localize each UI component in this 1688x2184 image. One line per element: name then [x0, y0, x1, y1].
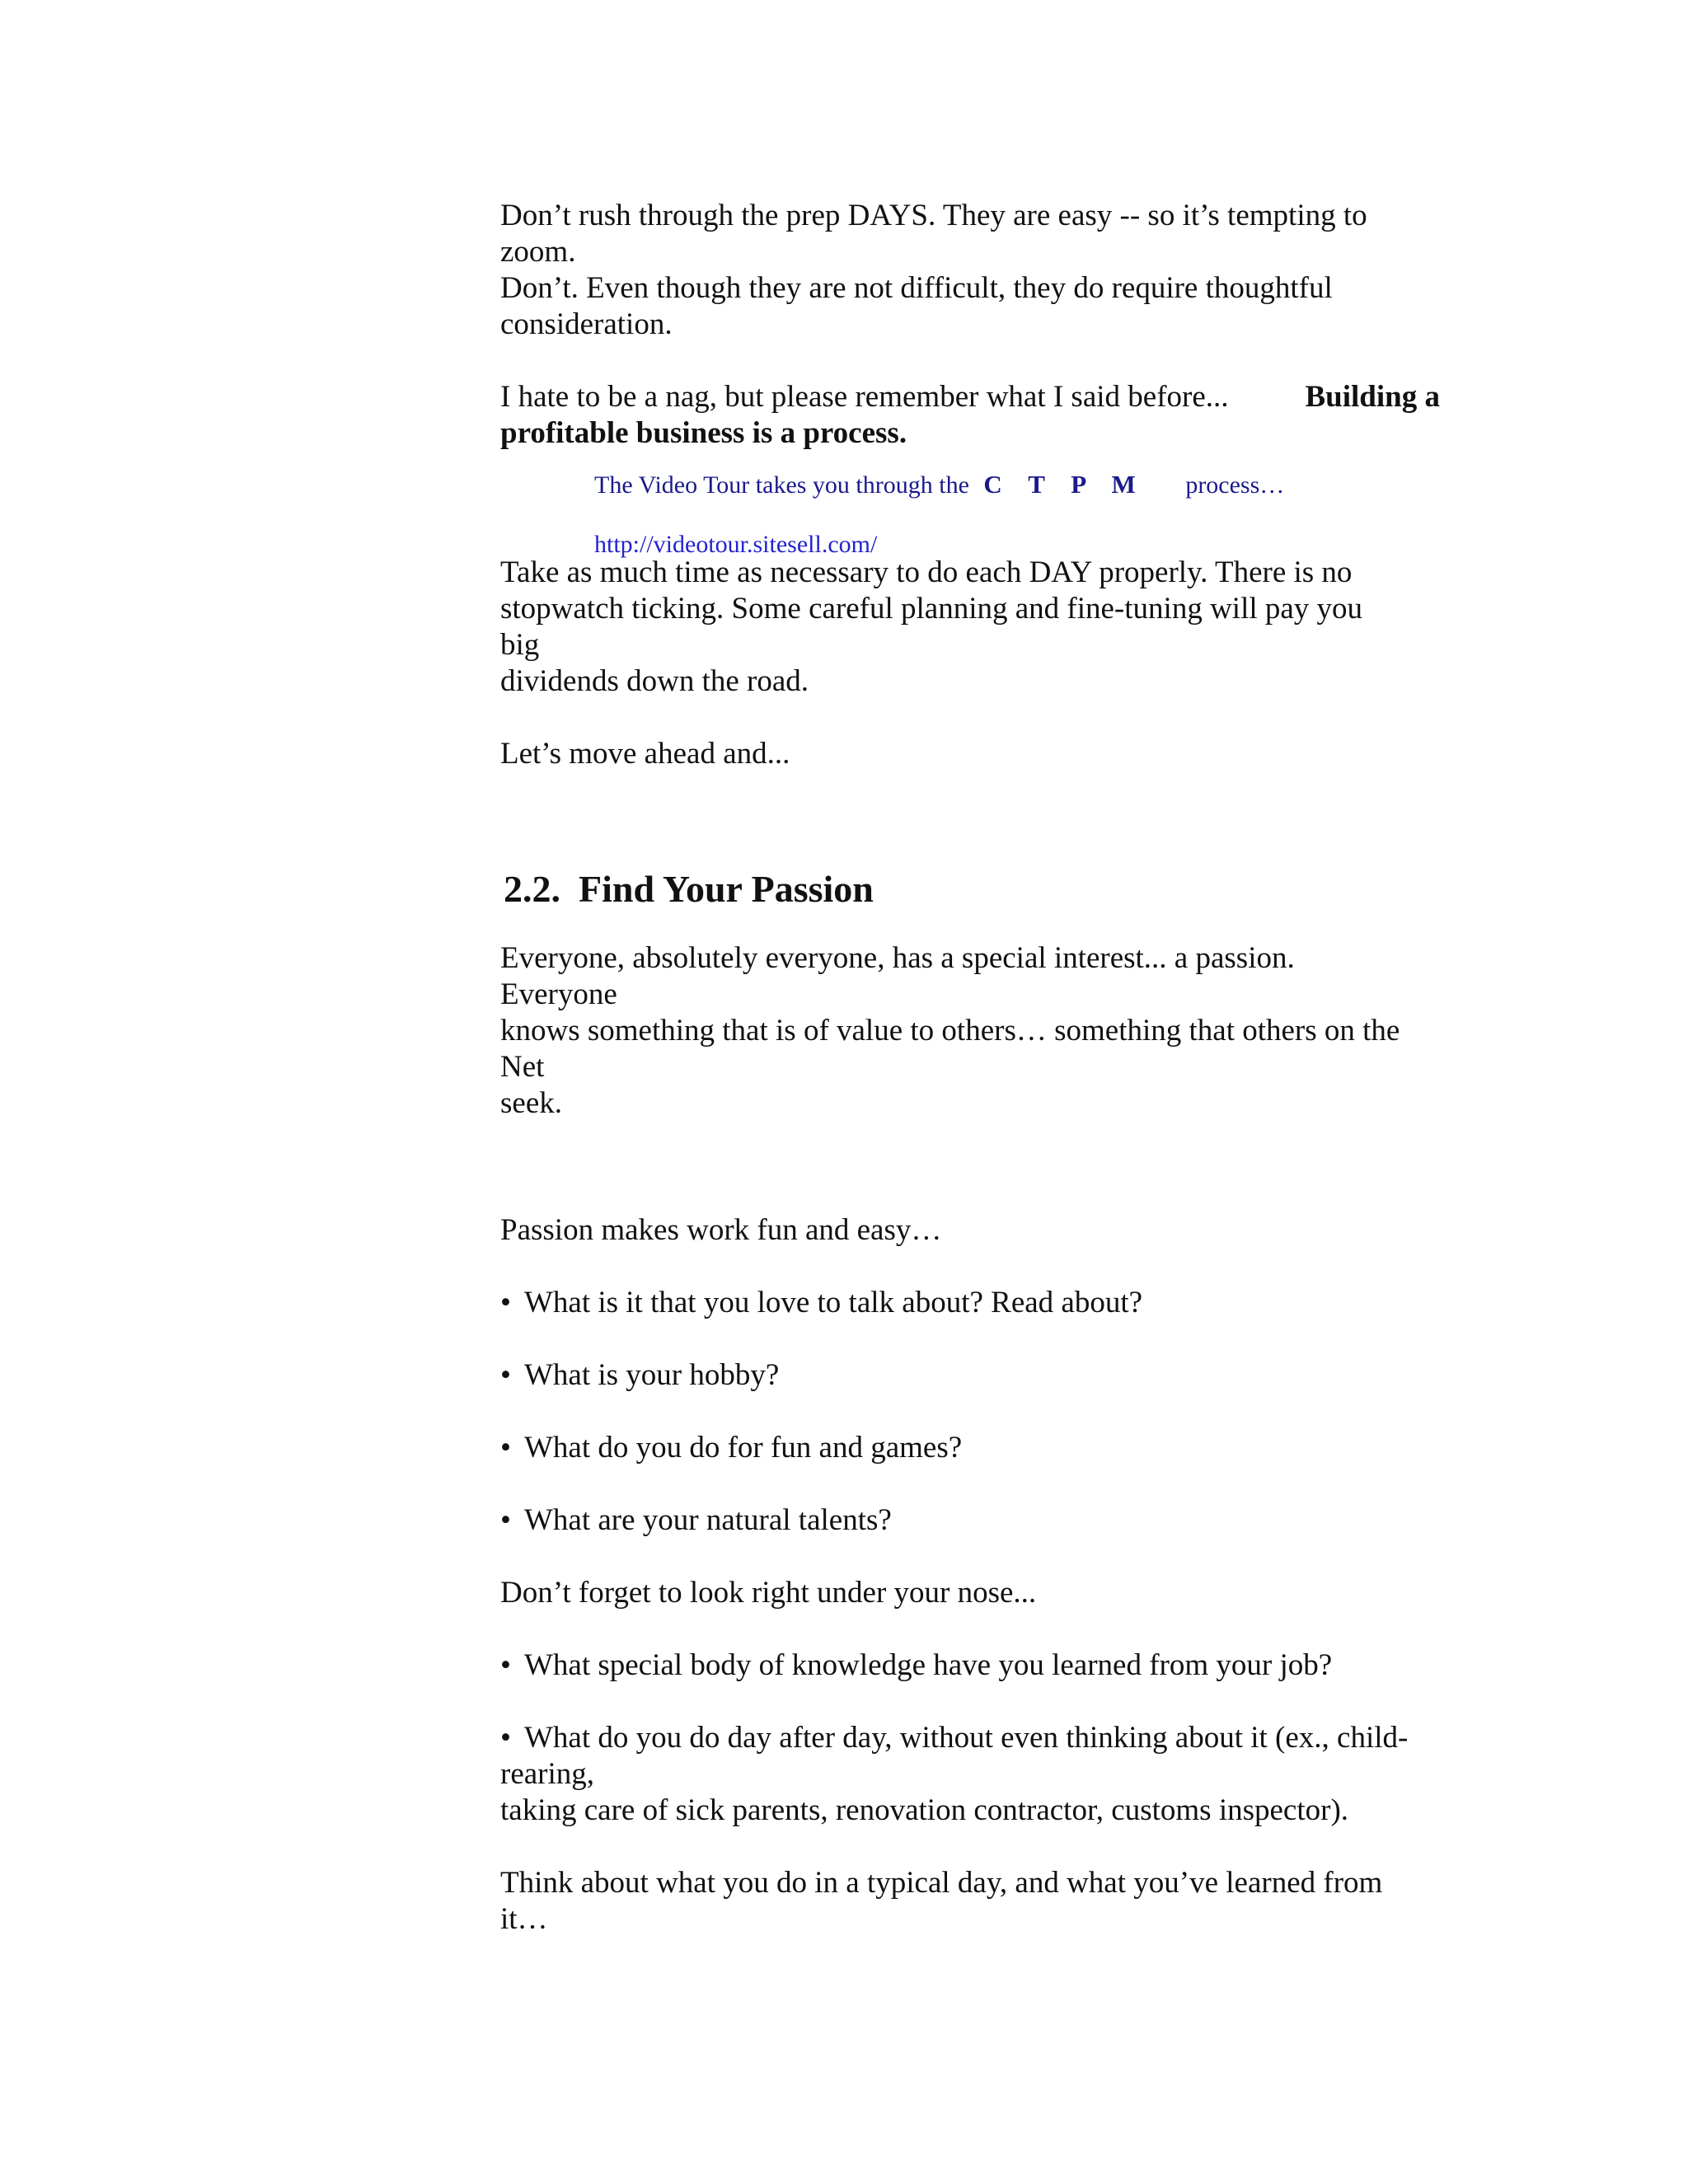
- spacer: [500, 1249, 1440, 1285]
- section-number: 2.2.: [504, 868, 560, 910]
- think-line-1: Think about what you do in a typical day, and what you’ve learned from: [500, 1866, 1383, 1900]
- bullet-item: [500, 1285, 1440, 1321]
- spacer: [500, 452, 1440, 470]
- bullet-dot: •: [500, 1286, 511, 1319]
- intro-line-3: Don’t. Even though they are not difficult, they do require thoughtful: [500, 271, 1333, 305]
- spacer: [500, 700, 1440, 736]
- spacer: [500, 500, 1440, 530]
- bullet-item: [500, 1647, 1440, 1684]
- intro-line-1: Don’t rush through the prep DAYS. They are easy -- so it’s tempting to: [500, 199, 1367, 232]
- section-title: Find Your Passion: [579, 868, 874, 910]
- bullet-dot: •: [500, 1648, 511, 1682]
- spacer: [500, 1122, 1440, 1212]
- spacer: [500, 772, 1440, 865]
- spacer: [500, 914, 1440, 940]
- time-line-4: dividends down the road.: [500, 664, 809, 698]
- nag-paragraph-line-1: [500, 379, 1440, 415]
- nag-bold-2: profitable business is a process.: [500, 416, 907, 450]
- callout-text-before: The Video Tour takes you through the: [594, 471, 969, 499]
- spacer: [500, 343, 1440, 379]
- intro-line-4: consideration.: [500, 307, 673, 341]
- time-line-3: big: [500, 628, 540, 662]
- nose-text: Don’t forget to look right under your nose...: [500, 1576, 1037, 1610]
- passion-line-5: seek.: [500, 1086, 562, 1120]
- think-line-2: it…: [500, 1902, 548, 1936]
- section-heading: [500, 865, 1440, 914]
- spacer: [500, 1684, 1440, 1720]
- video-tour-link[interactable]: http://videotour.sitesell.com/: [594, 531, 878, 558]
- time-line-1: Take as much time as necessary to do each DAY properly. There is no: [500, 555, 1353, 589]
- bullet-text: What do you do day after day, without even thinking about it (ex., child-: [523, 1721, 1409, 1755]
- passion-line-3: knows something that is of value to others… something that others on the: [500, 1014, 1400, 1047]
- spacer: [500, 1466, 1440, 1502]
- passion-line-2: Everyone: [500, 977, 617, 1011]
- intro-line-2: zoom.: [500, 235, 576, 269]
- nag-text: I hate to be a nag, but please remember what I said before...: [500, 380, 1229, 414]
- bullet-dot: •: [500, 1503, 511, 1537]
- bullet-dot: •: [500, 1358, 511, 1392]
- bullet-text: What special body of knowledge have you learned from your job?: [523, 1648, 1333, 1682]
- spacer: [500, 1829, 1440, 1865]
- bullet-item: [500, 1720, 1440, 1756]
- bullet-dot: •: [500, 1721, 511, 1755]
- callout-text-after: process…: [1185, 471, 1285, 499]
- spacer: [500, 1611, 1440, 1647]
- bullet-text: What is your hobby?: [523, 1358, 780, 1392]
- document-page: [500, 198, 1440, 1938]
- passion-line-1: Everyone, absolutely everyone, has a special interest... a passion.: [500, 941, 1295, 975]
- callout-letters: C T P M: [983, 470, 1138, 499]
- bullet-item: [500, 1502, 1440, 1539]
- rearing-text: rearing,: [500, 1757, 595, 1791]
- taking-care-text: taking care of sick parents, renovation contractor, customs inspector).: [500, 1793, 1349, 1827]
- bullet-text: What is it that you love to talk about? Read about?: [523, 1286, 1143, 1319]
- bullet-item: [500, 1357, 1440, 1394]
- time-line-2: stopwatch ticking. Some careful planning and fine-tuning will pay you: [500, 592, 1363, 626]
- bullet-text: What are your natural talents?: [523, 1503, 892, 1537]
- bullet-text: What do you do for fun and games?: [523, 1431, 963, 1465]
- move-ahead-text: Let’s move ahead and...: [500, 737, 790, 771]
- passion-line-4: Net: [500, 1050, 545, 1084]
- spacer: [500, 1539, 1440, 1575]
- spacer: [500, 1394, 1440, 1430]
- video-tour-callout: [594, 470, 1440, 500]
- bullet-dot: •: [500, 1431, 511, 1465]
- nag-bold-1: Building a: [1305, 380, 1440, 414]
- passion-fun-text: Passion makes work fun and easy…: [500, 1213, 942, 1247]
- spacer: [500, 1321, 1440, 1357]
- bullet-item: [500, 1430, 1440, 1466]
